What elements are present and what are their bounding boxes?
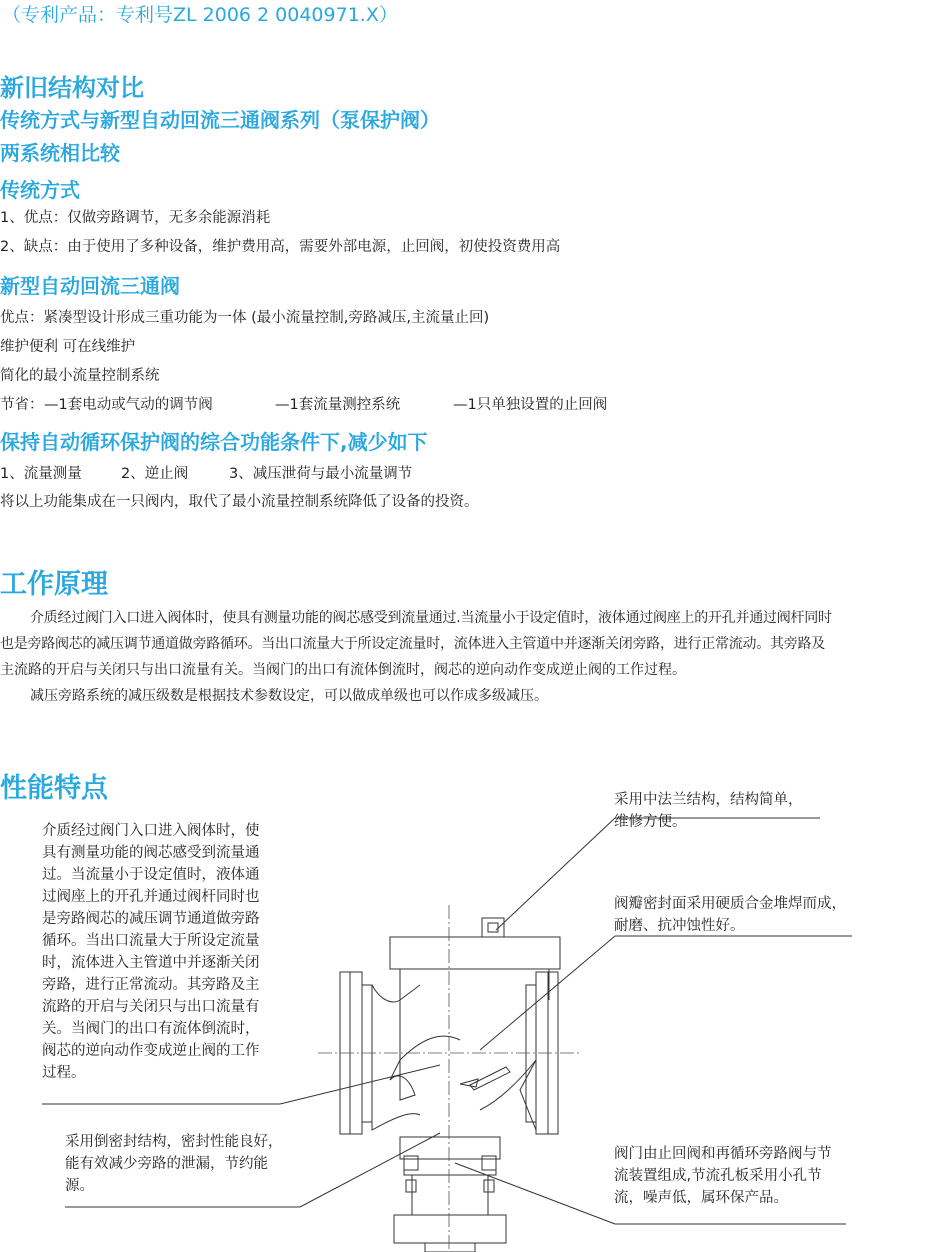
reduce-item-3: 3、减压泄荷与最小流量调节 <box>229 466 413 482</box>
left-desc-line: 过。当流量小于设定值时，液体通 <box>42 867 260 883</box>
left-desc-line: 阀芯的逆向动作变成逆止阀的工作 <box>42 1043 260 1059</box>
left-desc-line: 过程。 <box>42 1065 86 1081</box>
right-flange-line: 采用中法兰结构，结构简单， <box>614 792 803 808</box>
traditional-disadvantage: 2、缺点：由于使用了多种设备，维护费用高，需要外部电源，止回阀，初使投资费用高 <box>0 239 561 255</box>
left-seal-line: 能有效减少旁路的泄漏，节约能 <box>65 1156 268 1172</box>
principle-line-3: 主流路的开启与关闭只与出口流量有关。当阀门的出口有流体倒流时，阀芯的逆向动作变成逆止阀的工作过程。 <box>0 662 686 678</box>
left-desc-line: 关。当阀门的出口有流体倒流时， <box>42 1021 260 1037</box>
principle-line-1: 介质经过阀门入口进入阀体时，使具有测量功能的阀芯感受到流量通过.当流量小于设定值时，液体通过阀座上的开孔并通过阀杆同时 <box>30 610 832 626</box>
new-type-save-3: —1只单独设置的止回阀 <box>453 397 608 413</box>
compare-subtitle-2: 两系统相比较 <box>0 141 120 165</box>
right-disc-line: 耐磨、抗冲蚀性好。 <box>614 918 745 934</box>
compare-subtitle: 传统方式与新型自动回流三通阀系列（泵保护阀） <box>0 108 440 132</box>
patent-number: （专利产品：专利号ZL 2006 2 0040971.X） <box>2 4 398 26</box>
right-disc-line: 阀瓣密封面采用硬质合金堆焊而成， <box>614 896 846 912</box>
left-seal-line: 采用倒密封结构，密封性能良好， <box>65 1134 283 1150</box>
left-desc-line: 介质经过阀门入口进入阀体时，使 <box>42 823 260 839</box>
left-desc-line: 时，流体进入主管道中并逐渐关闭 <box>42 955 260 971</box>
right-valve-line: 流，噪声低，属环保产品。 <box>614 1190 788 1206</box>
principle-paragraph-2: 减压旁路系统的减压级数是根据技术参数设定，可以做成单级也可以作成多级减压。 <box>30 688 548 704</box>
new-type-maintenance: 维护便利 可在线维护 <box>0 339 136 355</box>
principle-title: 工作原理 <box>0 569 108 600</box>
compare-title: 新旧结构对比 <box>0 74 144 102</box>
traditional-advantage: 1、优点：仅做旁路调节，无多余能源消耗 <box>0 210 271 226</box>
reduce-item-1: 1、流量测量 <box>0 466 82 482</box>
left-desc-line: 是旁路阀芯的减压调节通道做旁路 <box>42 911 260 927</box>
new-type-advantage: 优点：紧凑型设计形成三重功能为一体 (最小流量控制,旁路减压,主流量止回) <box>0 310 490 326</box>
new-type-save-2: —1套流量测控系统 <box>275 397 401 413</box>
left-desc-line: 旁路，进行正常流动。其旁路及主 <box>42 977 260 993</box>
right-flange-line: 维修方便。 <box>614 814 687 830</box>
left-desc-line: 过阀座上的开孔并通过阀杆同时也 <box>42 889 260 905</box>
new-type-simplified: 简化的最小流量控制系统 <box>0 368 160 384</box>
left-seal-line: 源。 <box>65 1178 94 1194</box>
reduce-summary: 将以上功能集成在一只阀内，取代了最小流量控制系统降低了设备的投资。 <box>0 494 479 510</box>
principle-line-2: 也是旁路阀芯的减压调节通道做旁路循环。当出口流量大于所设定流量时，流体进入主管道中并逐渐关闭旁路，进行正常流动。其旁路及 <box>0 636 825 652</box>
new-type-title: 新型自动回流三通阀 <box>0 274 180 298</box>
features-title: 性能特点 <box>0 773 108 804</box>
new-type-save-label: 节省： <box>0 397 44 413</box>
left-desc-line: 流路的开启与关闭只与出口流量有 <box>42 999 260 1015</box>
left-desc-line: 具有测量功能的阀芯感受到流量通 <box>42 845 260 861</box>
left-desc-line: 循环。当出口流量大于所设定流量 <box>42 933 260 949</box>
reduce-title: 保持自动循环保护阀的综合功能条件下,减少如下 <box>0 430 428 454</box>
right-valve-line: 阀门由止回阀和再循环旁路阀与节 <box>614 1146 832 1162</box>
new-type-save-1: —1套电动或气动的调节阀 <box>44 397 213 413</box>
traditional-title: 传统方式 <box>0 178 80 202</box>
right-valve-line: 流装置组成,节流孔板采用小孔节 <box>614 1168 822 1184</box>
reduce-item-2: 2、逆止阀 <box>121 466 189 482</box>
